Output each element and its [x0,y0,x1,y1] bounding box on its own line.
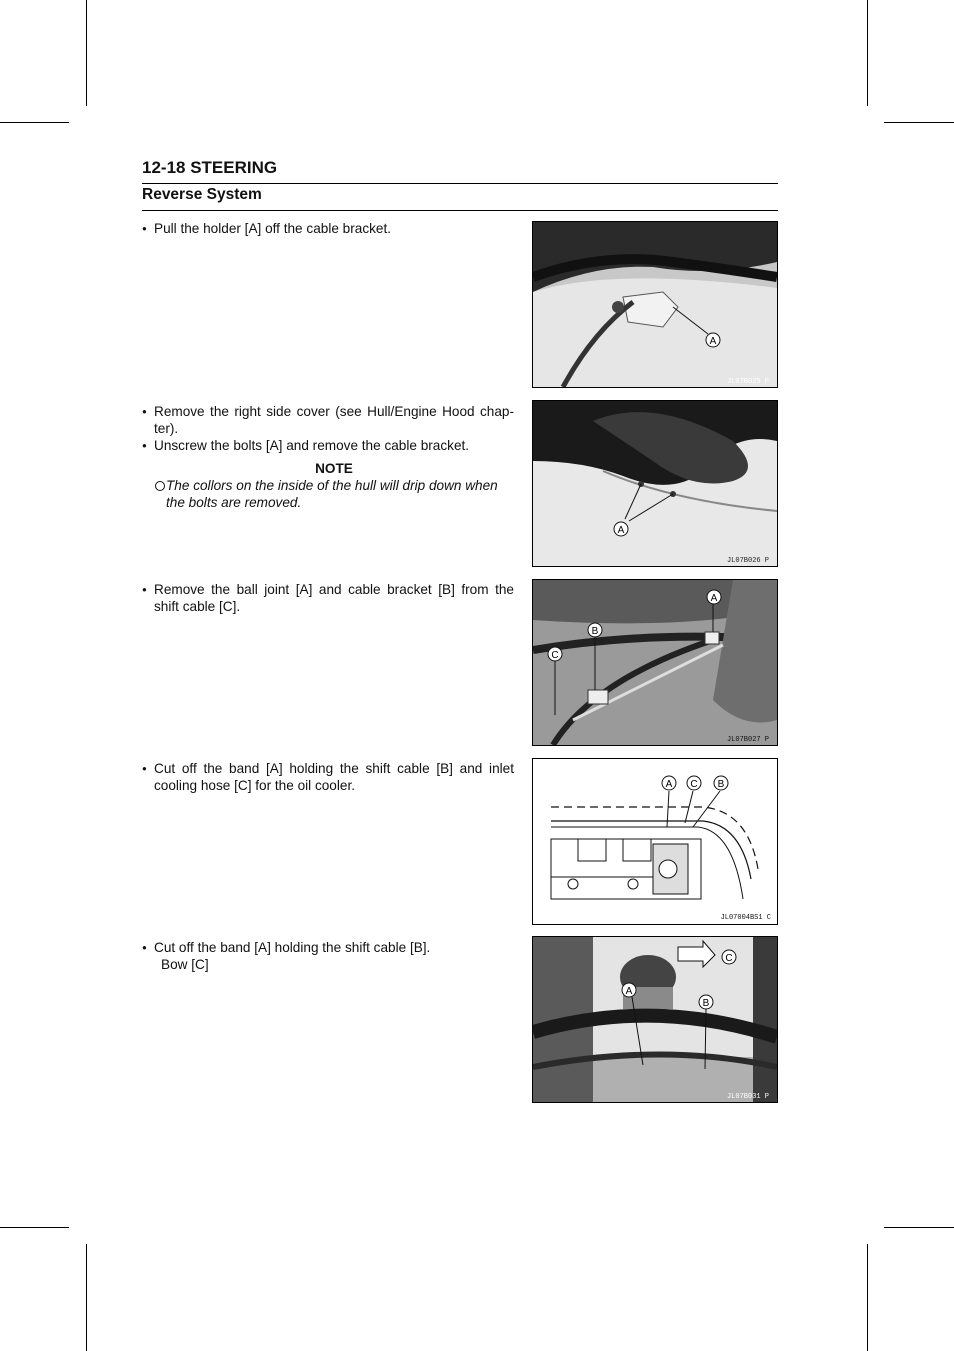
crop-mark [0,122,69,123]
step-1-text [142,220,514,237]
bullet-item: ● Unscrew the bolts [A] and remove the cable bracket. [142,437,514,454]
figure-code: JL07B026 P [726,557,769,565]
step-3-text [142,581,514,615]
callout-label: A [665,779,673,790]
bullet-item: ● Remove the ball joint [A] and cable bracket [B] from the shift cable [C]. [142,581,514,615]
page-header: 12-18 STEERING [142,158,278,177]
callout-label: C [690,779,698,790]
callout-label: B [702,998,710,1009]
figure-1-photo [532,221,778,388]
section-title: Reverse System [142,186,262,203]
callout-label: A [617,525,625,536]
bullet-item: ● Cut off the band [A] holding the shift cable [B] and inlet cooling hose [C] for the oil cooler. [142,760,514,794]
crop-mark [867,0,868,106]
callout-label: B [717,779,725,790]
note-text: The collors on the inside of the hull will drip down when the bolts are removed. [142,477,514,511]
note-title: NOTE [315,461,353,476]
figure-4-drawing [532,758,778,925]
figure-code: JL07004BS1 C [720,914,771,922]
crop-mark [0,1227,69,1228]
figure-code: JL07B027 P [726,736,769,744]
bullet-item: ● Cut off the band [A] holding the shift cable [B]. [142,939,514,956]
crop-mark [884,122,954,123]
sub-line: Bow [C] [161,957,209,972]
callout-label: C [725,953,733,964]
figure-code: JL07B025 P [726,378,769,386]
crop-mark [884,1227,954,1228]
figure-3-photo [532,579,778,746]
callout-label: A [710,593,718,604]
crop-mark [86,0,87,106]
figure-2-photo [532,400,778,567]
callout-label: A [625,986,633,997]
figure-5-photo [532,936,778,1103]
callout-label: B [591,626,599,637]
crop-mark [867,1244,868,1351]
crop-mark [86,1244,87,1351]
figure-code: JL07B031 P [726,1093,769,1101]
callout-label: C [551,650,559,661]
step-2-text [142,403,514,511]
callout-label: A [709,336,717,347]
header-rule [142,183,778,184]
step-5-text [142,939,514,973]
bullet-item: ● Remove the right side cover (see Hull/Engine Hood chap-ter). [142,403,514,437]
step-4-text [142,760,514,794]
section-rule [142,210,778,211]
bullet-item: ● Pull the holder [A] off the cable bracket. [142,220,514,237]
